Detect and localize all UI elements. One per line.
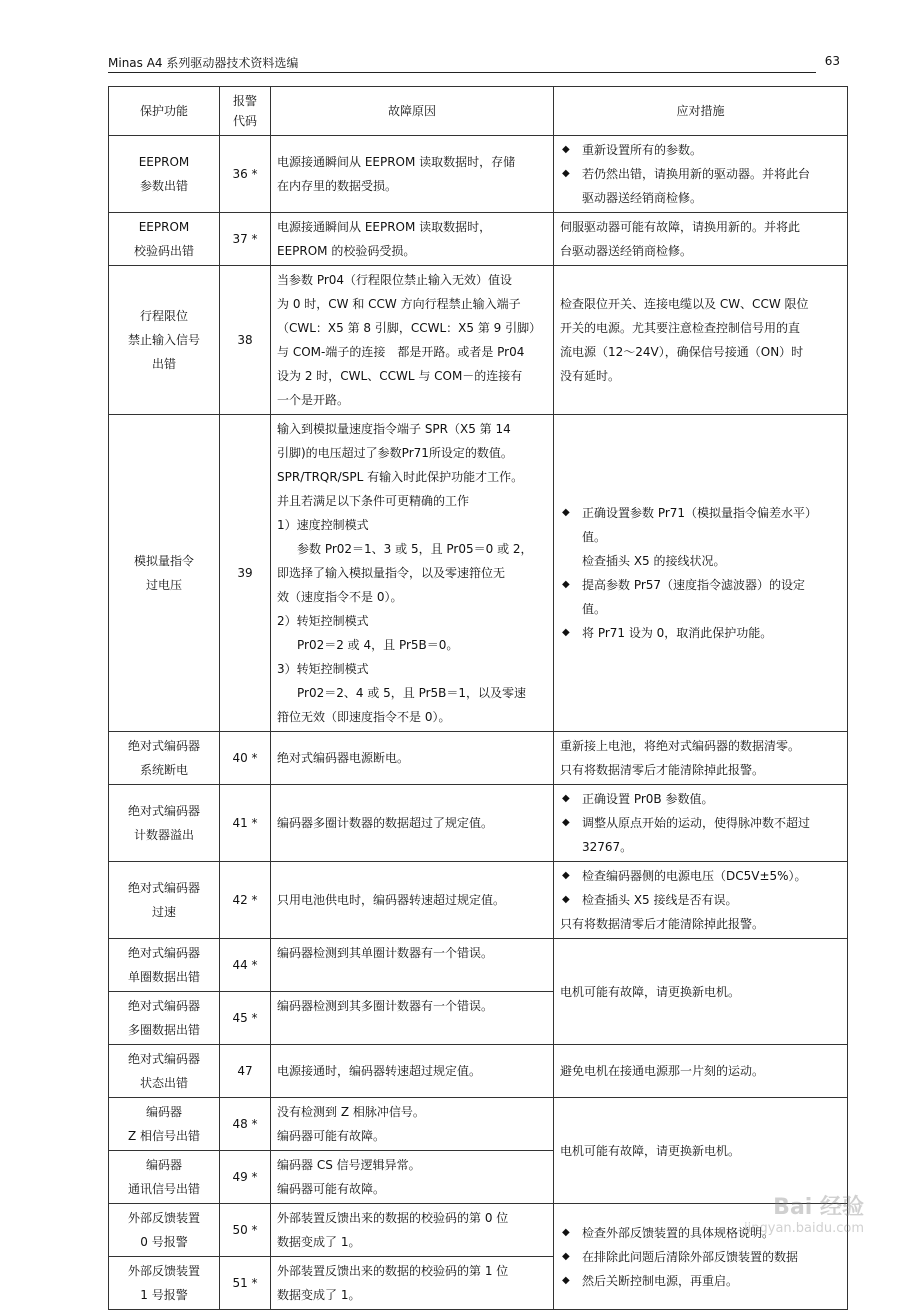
bullet-icon: ◆: [562, 894, 570, 905]
bullet-icon: ◆: [562, 870, 570, 881]
table-row: [109, 785, 848, 862]
countermeasure: ◆ 正确设置参数 Pr71（模拟量指令偏差水平） 值。 检查插头 X5 的接线状况。 ◆ 提高参数 Pr57（速度指令滤波器）的设定 值。 ◆ 将 Pr71 设为 0，取消此保护功能。: [554, 415, 848, 732]
alarm-code: 44 *: [220, 939, 271, 992]
table-row: [109, 136, 848, 213]
fault-cause: 没有检测到 Z 相脉冲信号。 编码器可能有故障。: [271, 1098, 554, 1151]
table-row: [109, 415, 848, 732]
countermeasure: 电机可能有故障，请更换新电机。: [554, 1098, 848, 1204]
countermeasure: ◆ 正确设置 Pr0B 参数值。 ◆ 调整从原点开始的运动，使得脉冲数不超过 32767。: [554, 785, 848, 862]
protection-name: 编码器 Z 相信号出错: [109, 1098, 220, 1151]
table-row: [109, 939, 848, 992]
protection-name: 绝对式编码器 计数器溢出: [109, 785, 220, 862]
fault-cause: 编码器检测到其单圈计数器有一个错误。: [271, 939, 554, 992]
header-cause: 故障原因: [271, 87, 554, 136]
fault-cause: 编码器检测到其多圈计数器有一个错误。: [271, 992, 554, 1045]
bullet-icon: ◆: [562, 168, 570, 179]
alarm-code: 39: [220, 415, 271, 732]
countermeasure: ◆ 检查编码器侧的电源电压（DC5V±5%）。 ◆ 检查插头 X5 接线是否有误。 只有将数据清零后才能清除掉此报警。: [554, 862, 848, 939]
alarm-code: 41 *: [220, 785, 271, 862]
page-header: [108, 52, 840, 74]
protection-name: 绝对式编码器 状态出错: [109, 1045, 220, 1098]
header-code: 报警 代码: [220, 87, 271, 136]
protection-name: 绝对式编码器 过速: [109, 862, 220, 939]
alarm-code: 50 *: [220, 1204, 271, 1257]
header-divider: [108, 72, 816, 73]
watermark-url: jingyan.baidu.com: [744, 1221, 864, 1236]
countermeasure: 重新接上电池，将绝对式编码器的数据清零。 只有将数据清零后才能清除掉此报警。: [554, 732, 848, 785]
fault-cause: 绝对式编码器电源断电。: [271, 732, 554, 785]
bullet-icon: ◆: [562, 144, 570, 155]
fault-cause: 编码器 CS 信号逻辑异常。 编码器可能有故障。: [271, 1151, 554, 1204]
alarm-code: 36 *: [220, 136, 271, 213]
protection-name: EEPROM 校验码出错: [109, 213, 220, 266]
watermark-logo: Bai 经验: [773, 1195, 864, 1220]
header-function: 保护功能: [109, 87, 220, 136]
countermeasure: ◆ 重新设置所有的参数。 ◆ 若仍然出错，请换用新的驱动器。并将此台 驱动器送经销商检修。: [554, 136, 848, 213]
alarm-code: 47: [220, 1045, 271, 1098]
alarm-code: 38: [220, 266, 271, 415]
bullet-icon: ◆: [562, 1226, 570, 1238]
fault-cause: 外部装置反馈出来的数据的校验码的第 0 位 数据变成了 1。: [271, 1204, 554, 1257]
fault-cause: 编码器多圈计数器的数据超过了规定值。: [271, 785, 554, 862]
protection-name: 模拟量指令 过电压: [109, 415, 220, 732]
table-row: [109, 266, 848, 415]
alarm-code: 42 *: [220, 862, 271, 939]
protection-name: 行程限位 禁止输入信号 出错: [109, 266, 220, 415]
fault-cause: 电源接通时，编码器转速超过规定值。: [271, 1045, 554, 1098]
page-number: 63: [824, 54, 840, 68]
bullet-icon: ◆: [562, 1274, 570, 1286]
fault-cause: 电源接通瞬间从 EEPROM 读取数据时， EEPROM 的校验码受损。: [271, 213, 554, 266]
countermeasure: 检查限位开关、连接电缆以及 CW、CCW 限位 开关的电源。尤其要注意检查控制信号用的直 流电源（12～24V），确保信号接通（ON）时 没有延时。: [554, 266, 848, 415]
bullet-icon: ◆: [562, 793, 570, 804]
countermeasure: 电机可能有故障，请更换新电机。: [554, 939, 848, 1045]
bullet-icon: ◆: [562, 1250, 570, 1262]
bullet-icon: ◆: [562, 627, 570, 638]
fault-cause: 外部装置反馈出来的数据的校验码的第 1 位 数据变成了 1。: [271, 1257, 554, 1310]
table-row: [109, 732, 848, 785]
protection-name: 绝对式编码器 多圈数据出错: [109, 992, 220, 1045]
alarm-code: 45 *: [220, 992, 271, 1045]
protection-name: EEPROM 参数出错: [109, 136, 220, 213]
bullet-icon: ◆: [562, 579, 570, 590]
bullet-icon: ◆: [562, 817, 570, 828]
countermeasure: 避免电机在接通电源那一片刻的运动。: [554, 1045, 848, 1098]
fault-cause: 当参数 Pr04（行程限位禁止输入无效）值设 为 0 时，CW 和 CCW 方向行程禁止输入端子 （CWL：X5 第 8 引脚，CCWL：X5 第 9 引脚） 与 COM-端子的连接 都是开路。或者是 Pr04 设为 2 时，CWL、CCWL 与 COM－的连接有 一个是开路。: [271, 266, 554, 415]
protection-name: 绝对式编码器 单圈数据出错: [109, 939, 220, 992]
alarm-table: [108, 86, 848, 1310]
table-row: [109, 1098, 848, 1151]
alarm-code: 48 *: [220, 1098, 271, 1151]
document-title: Minas A4 系列驱动器技术资料选编: [108, 56, 299, 70]
alarm-code: 40 *: [220, 732, 271, 785]
table-row: [109, 213, 848, 266]
protection-name: 外部反馈装置 1 号报警: [109, 1257, 220, 1310]
alarm-code: 49 *: [220, 1151, 271, 1204]
table-row: [109, 862, 848, 939]
fault-cause: 只用电池供电时，编码器转速超过规定值。: [271, 862, 554, 939]
bullet-icon: ◆: [562, 507, 570, 518]
table-row: [109, 1045, 848, 1098]
countermeasure: ◆ 检查外部反馈装置的具体规格说明。 ◆ 在排除此问题后清除外部反馈装置的数据 ◆ 然后关断控制电源，再重启。: [554, 1204, 848, 1310]
table-row: [109, 1204, 848, 1257]
fault-cause: 电源接通瞬间从 EEPROM 读取数据时，存储 在内存里的数据受损。: [271, 136, 554, 213]
table-header-row: [109, 87, 848, 136]
protection-name: 编码器 通讯信号出错: [109, 1151, 220, 1204]
fault-cause: 输入到模拟量速度指令端子 SPR（X5 第 14 引脚)的电压超过了参数Pr71所设定的数值。 SPR/TRQR/SPL 有输入时此保护功能才工作。 并且若满足以下条件可更精确的工作 1）速度控制模式 参数 Pr02＝1、3 或 5，且 Pr05＝0 或 2， 即选择了输入模拟量指令，以及零速箝位无 效（速度指令不是 0）。 2）转矩控制模式 Pr02＝2 或 4，且 Pr5B＝0。 3）转矩控制模式 Pr02＝2、4 或 5，且 Pr5B＝1，以及零速 箝位无效（即速度指令不是 0）。: [271, 415, 554, 732]
countermeasure: 伺服驱动器可能有故障，请换用新的。并将此 台驱动器送经销商检修。: [554, 213, 848, 266]
protection-name: 外部反馈装置 0 号报警: [109, 1204, 220, 1257]
header-measure: 应对措施: [554, 87, 848, 136]
alarm-code: 37 *: [220, 213, 271, 266]
protection-name: 绝对式编码器 系统断电: [109, 732, 220, 785]
alarm-code: 51 *: [220, 1257, 271, 1310]
